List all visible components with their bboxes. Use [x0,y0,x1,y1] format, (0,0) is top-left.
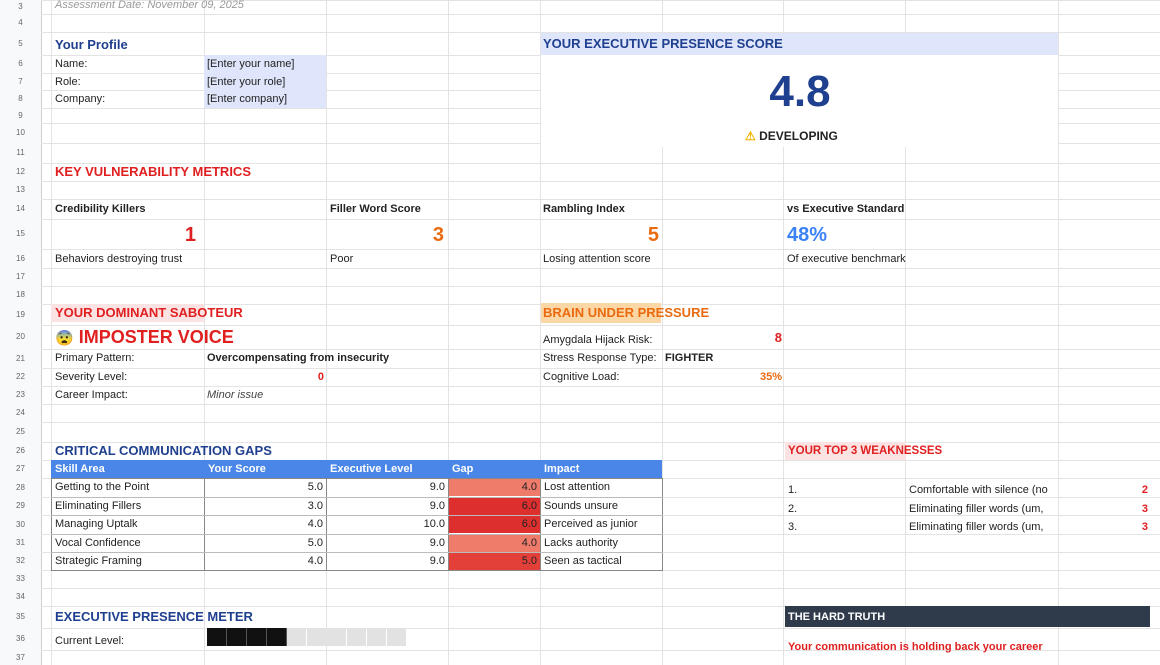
score-value: 4.8 [769,67,831,116]
grid-row-line [41,422,1160,423]
gaps-header-cell: Gap [452,463,474,475]
role-label: Role: [55,76,81,88]
grid-row-line [41,219,1160,220]
gaps-cell-impact: Lost attention [544,481,611,493]
row-number[interactable]: 4 [18,18,23,27]
meter-segment-filled [227,628,247,646]
hard-truth-message: Your communication is holding back your career [788,641,1043,653]
grid-row-line [41,268,1160,269]
saboteur-name: IMPOSTER VOICE [78,327,234,347]
assessment-date: Assessment Date: November 09, 2025 [55,0,244,11]
row-number[interactable]: 35 [16,612,25,621]
metric-description: Behaviors destroying trust [55,253,183,265]
metric-value: 48% [787,224,828,246]
grid-row-line [41,404,1160,405]
gaps-cell-score: 4.0 [307,555,323,567]
load-label: Cognitive Load: [543,371,620,383]
row-number[interactable]: 27 [16,464,25,473]
row-number[interactable]: 23 [16,390,25,399]
metric-label: Credibility Killers [55,203,146,215]
meter-segment-filled [207,628,227,646]
gaps-cell-exec: 9.0 [429,500,445,512]
score-status-line [745,127,838,145]
gaps-cell-impact: Lacks authority [544,537,618,549]
meter-segment-empty [327,628,346,646]
row-number[interactable]: 14 [16,204,25,213]
meter-segment-empty [307,628,326,646]
table-col-border [326,478,327,571]
table-col-border [448,478,449,571]
meter-label: Current Level: [55,635,125,647]
company-input[interactable]: [Enter company] [207,93,288,105]
gaps-cell-exec: 10.0 [423,518,445,530]
weakness-text: Eliminating filler words (um, [909,521,1044,533]
gaps-table-border [51,478,663,571]
row-number[interactable]: 5 [18,39,23,48]
weaknesses-title: YOUR TOP 3 WEAKNESSES [788,445,943,457]
grid-row-line [41,14,1160,15]
weakness-number: 2. [788,503,798,515]
row-number[interactable]: 31 [16,538,25,547]
saboteur-title: YOUR DOMINANT SABOTEUR [55,305,243,320]
row-number[interactable]: 12 [16,167,25,176]
metric-label: Filler Word Score [330,203,421,215]
metric-description: Of executive benchmark [787,253,906,265]
grid-row-line [41,286,1160,287]
metric-label: Rambling Index [543,203,625,215]
gaps-cell-exec: 9.0 [429,481,445,493]
row-number[interactable]: 32 [16,556,25,565]
hijack-label: Amygdala Hijack Risk: [543,334,653,346]
hijack-value: 8 [774,330,782,345]
weakness-score: 2 [1141,484,1148,496]
gaps-cell-gap: 6.0 [521,518,537,530]
table-row-border [51,497,663,498]
gaps-cell-score: 5.0 [307,481,323,493]
gaps-cell-skill: Managing Uptalk [55,518,138,530]
name-input[interactable]: [Enter your name] [207,58,295,70]
metric-value: 5 [647,224,659,246]
row-number[interactable]: 36 [16,634,25,643]
grid-row-line [41,181,1160,182]
meter-segment-empty [347,628,366,646]
metric-description: Losing attention score [543,253,651,265]
stress-value: FIGHTER [665,352,714,364]
meter-segment-empty [367,628,386,646]
row-number[interactable]: 17 [16,272,25,281]
saboteur-heading [55,325,234,351]
weakness-text: Comfortable with silence (no [909,484,1048,496]
load-value: 35% [759,371,782,383]
gaps-cell-gap: 5.0 [521,555,537,567]
gaps-cell-impact: Sounds unsure [544,500,618,512]
row-number[interactable]: 24 [16,408,25,417]
row-number[interactable]: 34 [16,592,25,601]
gaps-cell-exec: 9.0 [429,537,445,549]
gaps-cell-gap: 6.0 [521,500,537,512]
role-input[interactable]: [Enter your role] [207,76,286,88]
row-number[interactable]: 30 [16,520,25,529]
meter-segment-filled [247,628,267,646]
name-label: Name: [55,58,88,70]
weakness-score: 3 [1141,503,1148,515]
row-number[interactable]: 26 [16,446,25,455]
weakness-score: 3 [1141,521,1148,533]
meter-segment-filled [267,628,287,646]
brain-title: BRAIN UNDER PRESSURE [543,305,710,320]
weakness-text: Eliminating filler words (um, [909,503,1044,515]
warning-icon: ⚠ [745,129,756,143]
score-status: DEVELOPING [759,129,838,143]
table-row-border [51,552,663,553]
hard-truth-title: THE HARD TRUTH [788,611,886,623]
gaps-header-cell: Your Score [208,463,266,475]
gaps-header-cell: Skill Area [55,463,105,475]
row-number[interactable]: 9 [18,111,23,120]
gaps-cell-skill: Vocal Confidence [55,537,141,549]
table-row-border [51,534,663,535]
presence-meter [207,628,407,646]
meter-segment-empty [287,628,306,646]
row-number[interactable]: 25 [16,427,25,436]
row-number[interactable]: 7 [18,77,23,86]
grid-column-line [1058,0,1059,665]
row-number[interactable]: 11 [16,148,25,157]
row-number[interactable]: 20 [16,332,25,341]
gaps-title: CRITICAL COMMUNICATION GAPS [55,443,272,458]
row-number[interactable]: 22 [16,372,25,381]
gaps-cell-gap: 4.0 [521,537,537,549]
row-number[interactable]: 13 [16,185,25,194]
row-number[interactable]: 28 [16,483,25,492]
pattern-label: Primary Pattern: [55,352,135,364]
impact-value: Minor issue [207,389,264,401]
table-row-border [51,515,663,516]
row-number[interactable]: 8 [18,94,23,103]
row-number[interactable]: 16 [16,254,25,263]
impact-label: Career Impact: [55,389,128,401]
weakness-number: 3. [788,521,798,533]
metric-value: 1 [184,224,196,246]
metric-description: Poor [330,253,354,265]
gaps-cell-gap: 4.0 [521,481,537,493]
gaps-header-cell: Impact [544,463,580,475]
row-number[interactable]: 19 [16,310,25,319]
gaps-cell-score: 3.0 [307,500,323,512]
gaps-cell-skill: Getting to the Point [55,481,150,493]
row-number[interactable]: 21 [16,354,25,363]
severity-label: Severity Level: [55,371,128,383]
stress-label: Stress Response Type: [543,352,657,364]
gaps-cell-impact: Perceived as junior [544,518,638,530]
metric-value: 3 [432,224,444,246]
gaps-cell-exec: 9.0 [429,555,445,567]
pattern-value: Overcompensating from insecurity [207,352,390,364]
table-col-border [540,478,541,571]
grid-row-line [41,588,1160,589]
meter-title: EXECUTIVE PRESENCE METER [55,609,253,624]
severity-value: 0 [317,371,324,383]
profile-title: Your Profile [55,37,128,52]
row-number[interactable]: 29 [16,501,25,510]
row-number[interactable]: 6 [18,59,23,68]
gaps-cell-impact: Seen as tactical [544,555,622,567]
meter-segment-empty [387,628,406,646]
gaps-cell-score: 4.0 [307,518,323,530]
gaps-cell-skill: Eliminating Fillers [55,500,142,512]
gaps-header-cell: Executive Level [330,463,413,475]
row-number[interactable]: 18 [16,290,25,299]
row-number[interactable]: 10 [16,128,25,137]
gaps-cell-skill: Strategic Framing [55,555,142,567]
gaps-cell-score: 5.0 [307,537,323,549]
row-number[interactable]: 33 [16,574,25,583]
metrics-title: KEY VULNERABILITY METRICS [55,164,251,179]
metric-label: vs Executive Standard [787,203,905,215]
fearful-face-icon: 😨 [55,330,74,347]
row-number[interactable]: 37 [16,653,25,662]
company-label: Company: [55,93,106,105]
score-title: YOUR EXECUTIVE PRESENCE SCORE [543,36,783,51]
row-number[interactable]: 3 [18,2,23,11]
row-number[interactable]: 15 [16,229,25,238]
weakness-number: 1. [788,484,798,496]
table-col-border [204,478,205,571]
